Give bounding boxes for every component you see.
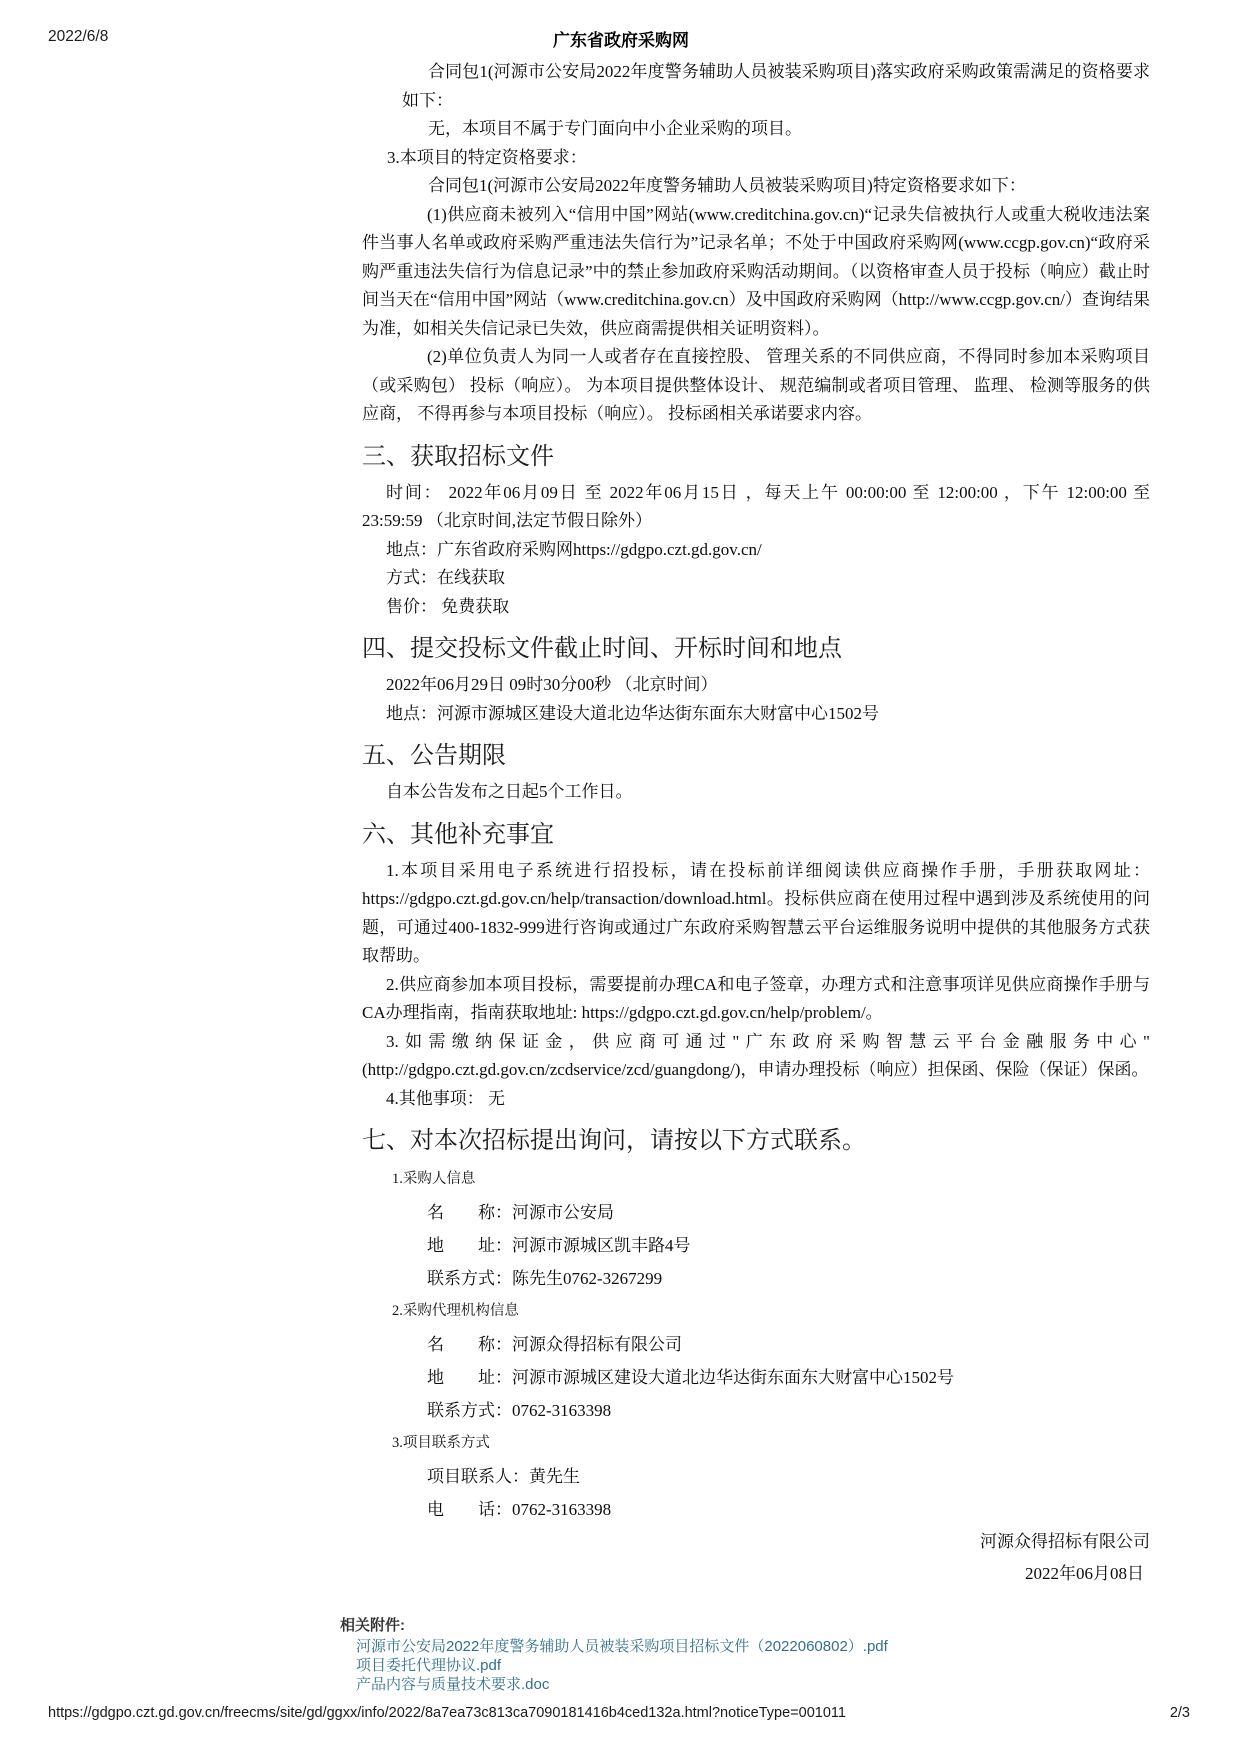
project-phone-row: 电 话：0762-3163398 (427, 1500, 612, 1519)
section-6-heading: 六、其他补充事宜 (362, 821, 554, 848)
section-3-heading: 三、获取招标文件 (362, 443, 554, 470)
intro-paragraph-4: 合同包1(河源市公安局2022年度警务辅助人员被装采购项目)特定资格要求如下： (428, 176, 1026, 195)
buyer-address-row: 地 址：河源市源城区凯丰路4号 (427, 1236, 691, 1255)
attachment-link-product-requirements[interactable]: 产品内容与质量技术要求.doc (356, 1676, 550, 1693)
footer-page-number: 2/3 (1169, 1705, 1190, 1721)
section-3-method: 方式：在线获取 (386, 568, 505, 587)
buyer-info-heading: 1.采购人信息 (392, 1171, 476, 1187)
agency-name-row: 名 称：河源众得招标有限公司 (427, 1335, 682, 1354)
agency-info-heading: 2.采购代理机构信息 (392, 1303, 519, 1319)
section-6-item-1: 1.本项目采用电子系统进行招投标，请在投标前详细阅读供应商操作手册，手册获取网址：https://gdgpo.czt.gd.gov.cn/help/transaction/download.html。投标供应商在使用过程中遇到涉及系统使用的问题，可通过400-1832-999进行咨询或通过广东政府采购智慧云平台运维服务说明中提供的其他服务方式获取帮助。 (362, 860, 1150, 965)
attachments-label: 相关附件: (340, 1617, 405, 1634)
site-title: 广东省政府采购网 (553, 31, 689, 50)
agency-address-row: 地 址：河源市源城区建设大道北边华达街东面东大财富中心1502号 (427, 1368, 954, 1387)
attachment-link-agency-agreement[interactable]: 项目委托代理协议.pdf (356, 1657, 502, 1674)
contact-info-block (362, 1163, 1150, 1526)
intro-paragraph-3: 3.本项目的特定资格要求： (387, 147, 587, 167)
buyer-contact-row: 联系方式：陈先生0762-3267299 (427, 1269, 663, 1288)
footer-url: https://gdgpo.czt.gd.gov.cn/freecms/site/gd/ggxx/info/2022/8a7ea73c813ca7090181416b4ced132a.html?noticeType=001011 (48, 1705, 846, 1721)
notice-body (362, 58, 1150, 1590)
project-contact-person-row: 项目联系人：黄先生 (427, 1467, 580, 1486)
intro-paragraph-5: (1)供应商未被列入“信用中国”网站(www.creditchina.gov.cn)“记录失信被执行人或重大税收违法案件当事人名单或政府采购严重违法失信行为”记录名单；不处于中国政府采购网(www.ccgp.gov.cn)“政府采购严重违法失信行为信息记录”中的禁止参加政府采购活动期间。（以资格审查人员于投标（响应）截止时间当天在“信用中国”网站（www.creditchina.gov.cn）及中国政府采购网（http://www.ccgp.gov.cn/）查询结果为准，如相关失信记录已失效，供应商需提供相关证明资料）。 (362, 204, 1150, 338)
section-6-item-4: 4.其他事项： 无 (386, 1088, 505, 1108)
section-4-place: 地点：河源市源城区建设大道北边华达街东面东大财富中心1502号 (386, 703, 879, 723)
section-6-item-3: 3.如需缴纳保证金，供应商可通过"广东政府采购智慧云平台金融服务中心"(http://gdgpo.czt.gd.gov.cn/zcdservice/zcd/guangdong/)，申请办理投标（响应）担保函、保险（保证）保函。 (362, 1031, 1150, 1079)
print-footer (0, 1703, 1242, 1725)
section-3-price: 售价： 免费获取 (386, 596, 510, 616)
attachment-link-tender-document[interactable]: 河源市公安局2022年度警务辅助人员被装采购项目招标文件（2022060802）.pdf (356, 1638, 888, 1655)
section-4-time: 2022年06月29日 09时30分00秒 （北京时间） (386, 675, 718, 694)
section-3-time: 时间： 2022年06月09日 至 2022年06月15日 ，每天上午 00:00:00 至 12:00:00 ，下午 12:00:00 至 23:59:59 （北京时间,法定节假日除外） (362, 482, 1150, 530)
agency-contact-row: 联系方式：0762-3163398 (427, 1401, 612, 1420)
section-3-place: 地点：广东省政府采购网https://gdgpo.czt.gd.gov.cn/ (386, 539, 762, 559)
buyer-name-row: 名 称：河源市公安局 (427, 1203, 614, 1222)
section-6-item-2: 2.供应商参加本项目投标，需要提前办理CA和电子签章，办理方式和注意事项详见供应商操作手册与CA办理指南，指南获取地址: https://gdgpo.czt.gd.gov.cn/help/problem/。 (362, 974, 1150, 1022)
intro-paragraph-6: (2)单位负责人为同一人或者存在直接控股、 管理关系的不同供应商，不得同时参加本采购项目（或采购包） 投标（响应）。 为本项目提供整体设计、 规范编制或者项目管理、 监理、 检测等服务的供应商， 不得再参与本项目投标（响应）。 投标函相关承诺要求内容。 (362, 347, 1150, 423)
section-5-heading: 五、公告期限 (362, 743, 506, 769)
print-header (0, 26, 1242, 50)
intro-paragraph-2: 无，本项目不属于专门面向中小企业采购的项目。 (428, 119, 802, 138)
intro-paragraph-1: 合同包1(河源市公安局2022年度警务辅助人员被装采购项目)落实政府采购政策需满足的资格要求如下： (402, 62, 1150, 110)
section-4-heading: 四、提交投标文件截止时间、开标时间和地点 (362, 636, 842, 662)
print-date: 2022/6/8 (48, 28, 109, 45)
section-5-content: 自本公告发布之日起5个工作日。 (386, 782, 633, 801)
section-7-heading: 七、对本次招标提出询问，请按以下方式联系。 (362, 1128, 866, 1154)
attachments-block (340, 1616, 1100, 1694)
signoff-company: 河源众得招标有限公司 (980, 1532, 1150, 1551)
signoff-date: 2022年06月08日 (1025, 1564, 1144, 1583)
project-contact-heading: 3.项目联系方式 (392, 1435, 490, 1451)
